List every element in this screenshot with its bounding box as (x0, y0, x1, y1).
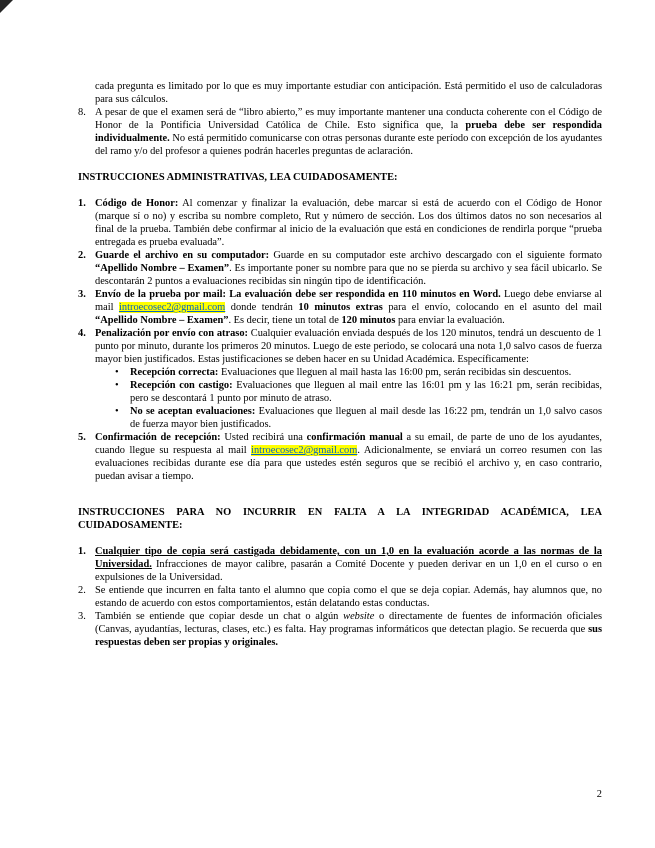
text-run: También se entiende que copiar desde un chat o algún (95, 611, 344, 622)
document-content (78, 80, 602, 649)
numbered-list (78, 545, 602, 649)
list-item (78, 288, 602, 327)
sub-list-item (115, 366, 602, 379)
text-run: La evaluación debe ser respondida en 110 minutos en Word. (225, 289, 501, 300)
list-marker: 4. (78, 328, 86, 339)
text-run: “Apellido Nombre – Examen” (95, 315, 229, 326)
list-marker: 1. (78, 198, 86, 209)
list-item-text (95, 288, 602, 327)
text-run: Se entiende que incurren en falta tanto el alumno que copia como el que se deja copiar. Además, hay alumnos que, no estando de acuerdo con estos comportamientos, están delatando estas conductas. (95, 585, 602, 609)
text-run: Penalización por envío con atraso: (95, 328, 248, 339)
text-run: Infracciones de mayor calibre, pasarán a Comité Docente y pueden derivar en un 1,0 en el curso o en expulsiones de la Universidad. (95, 559, 602, 583)
text-run: cada pregunta es limitado por lo que es muy importante estudiar con anticipación. Está permitido el uso de calculadoras para sus cálculos. (95, 81, 602, 105)
text-run: Confirmación de recepción: (95, 432, 221, 443)
list-item (78, 327, 602, 366)
text-run: Al comenzar y finalizar la evaluación, debe marcar si está de acuerdo con el Código de Honor (marque sí o no) y escriba su nombre completo, Rut y número de sección. Los dos últimos datos no son necesarios al final de la prueba. También debe confirmar al inicio de la evaluación que está en condiciones de rendirla porque “prueba entregada es prueba evaluada”. (95, 198, 602, 248)
text-run: Envío de la prueba por mail: (95, 289, 226, 300)
list-item (78, 610, 602, 649)
text-run: Recepción con castigo: (130, 380, 233, 391)
list-item-text (95, 327, 602, 366)
text-run: Guarde en su computador este archivo descargado con el siguiente formato (269, 250, 602, 261)
bullet-marker: • (115, 406, 119, 417)
list-item (78, 249, 602, 288)
text-run: Cualquier evaluación enviada después de los 120 minutos, tendrá un descuento de 1 punto por minuto, durante los primeros 20 minutos. Luego de este periodo, se colocará una nota 1,0 salvo casos de fuerza mayor bien justificados. Estas justificaciones se deben hacer en su Unidad Académica. Específicamente: (95, 328, 602, 365)
paragraph-continuation (95, 80, 602, 106)
list-marker: 3. (78, 289, 86, 300)
text-run: Evaluaciones que lleguen al mail desde las 16:22 pm, tendrán un 1,0 salvo casos de fuerza mayor bien justificados. (130, 406, 603, 430)
text-run: o directamente de fuentes de información oficiales (Canvas, ayudantías, lecturas, clases, etc.) es falta. Hay programas informáticos que detectan plagio. Se recuerda que (95, 611, 602, 635)
text-run: No está permitido comunicarse con otras personas durante este período con excepción de los ayudantes del ramo y/o del profesor a quienes podrán hacerles preguntas de aclaración. (95, 133, 602, 157)
section-heading: INSTRUCCIONES PARA NO INCURRIR EN FALTA A LA INTEGRIDAD ACADÉMICA, LEA CUIDADOSAMENTE: (78, 507, 602, 531)
list-item (78, 545, 602, 584)
numbered-list (78, 197, 602, 483)
list-item-text (95, 197, 602, 249)
text-run: a su email, de parte de uno de los ayudantes, cuando llegue su respuesta al mail (95, 432, 602, 456)
list-marker: 2. (78, 585, 86, 596)
list-item (78, 197, 602, 249)
list-item-text (95, 610, 602, 649)
text-run: Evaluaciones que lleguen al mail hasta las 16:00 pm, serán recibidas sin descuentos. (218, 367, 572, 378)
list-item-text (130, 405, 602, 431)
email-link[interactable]: introecosec2@gmail.com (119, 302, 226, 313)
text-run: Usted recibirá una (220, 432, 307, 443)
list-marker: 8. (78, 107, 86, 118)
list-item-text (95, 431, 602, 483)
sub-list-item (115, 379, 602, 405)
list-marker: 5. (78, 432, 86, 443)
list-item-text (130, 379, 602, 405)
text-run: No se aceptan evaluaciones: (130, 406, 256, 417)
text-run: Cualquier tipo de copia será castigada debidamente, con un 1,0 en la evaluación acorde a las normas de la Universidad. (95, 546, 602, 570)
list-marker: 2. (78, 250, 86, 261)
text-run: para enviar la evaluación. (395, 315, 505, 326)
list-item (78, 106, 602, 158)
text-run: Código de Honor: (95, 198, 179, 209)
list-item (78, 431, 602, 483)
text-run: prueba debe ser respondida individualmente. (95, 120, 602, 144)
text-run: 120 minutos (341, 315, 396, 326)
list-item-text (95, 249, 602, 288)
bullet-marker: • (115, 367, 119, 378)
text-run: Recepción correcta: (130, 367, 219, 378)
text-run: donde tendrán (225, 302, 299, 313)
list-item-text (95, 106, 602, 158)
numbered-list (78, 106, 602, 158)
text-run: Luego debe enviarse al mail (95, 289, 602, 313)
list-item-text (130, 366, 602, 379)
text-run: sus respuestas deben ser propias y originales. (95, 624, 602, 648)
page-number: 2 (596, 789, 602, 800)
list-item-text (95, 584, 602, 610)
bullet-marker: • (115, 380, 119, 391)
text-run: para el envío, colocando en el asunto del mail (382, 302, 603, 313)
text-run: 10 minutos extras (298, 302, 383, 313)
text-run: A pesar de que el examen será de “libro abierto,” es muy importante mantener una conducta coherente con el Código de Honor de la Pontificia Universidad Católica de Chile. Esto significa que, la (95, 107, 602, 131)
email-link[interactable]: introecosec2@gmail.com (251, 445, 358, 456)
text-run: website (343, 611, 375, 622)
text-run: . Es importante poner su nombre para que no se pierda su archivo y sea fácil ubicarlo. Se descontarán 2 puntos a evaluaciones recibidas sin ningún tipo de identificación. (95, 263, 602, 287)
text-run: Guarde el archivo en su computador: (95, 250, 270, 261)
page-corner-artifact (0, 0, 13, 13)
text-run: confirmación manual (306, 432, 403, 443)
list-marker: 1. (78, 546, 86, 557)
sub-list-item (115, 405, 602, 431)
text-run: “Apellido Nombre – Examen” (95, 263, 230, 274)
list-item-text (95, 545, 602, 584)
list-marker: 3. (78, 611, 86, 622)
section-heading: INSTRUCCIONES ADMINISTRATIVAS, LEA CUIDADOSAMENTE: (78, 172, 398, 183)
text-run: Evaluaciones que lleguen al mail entre las 16:01 pm y las 16:21 pm, serán recibidas, pero se descontará 1 punto por minuto de atraso. (130, 380, 602, 404)
text-run: . Adicionalmente, se enviará un correo resumen con las evaluaciones recibidas durante ese día para que ustedes estén seguros que se recibió el archivo y, en caso contrario, puedan avisar a tiempo. (95, 445, 602, 482)
list-item (78, 584, 602, 610)
text-run: . Es decir, tiene un total de (228, 315, 342, 326)
